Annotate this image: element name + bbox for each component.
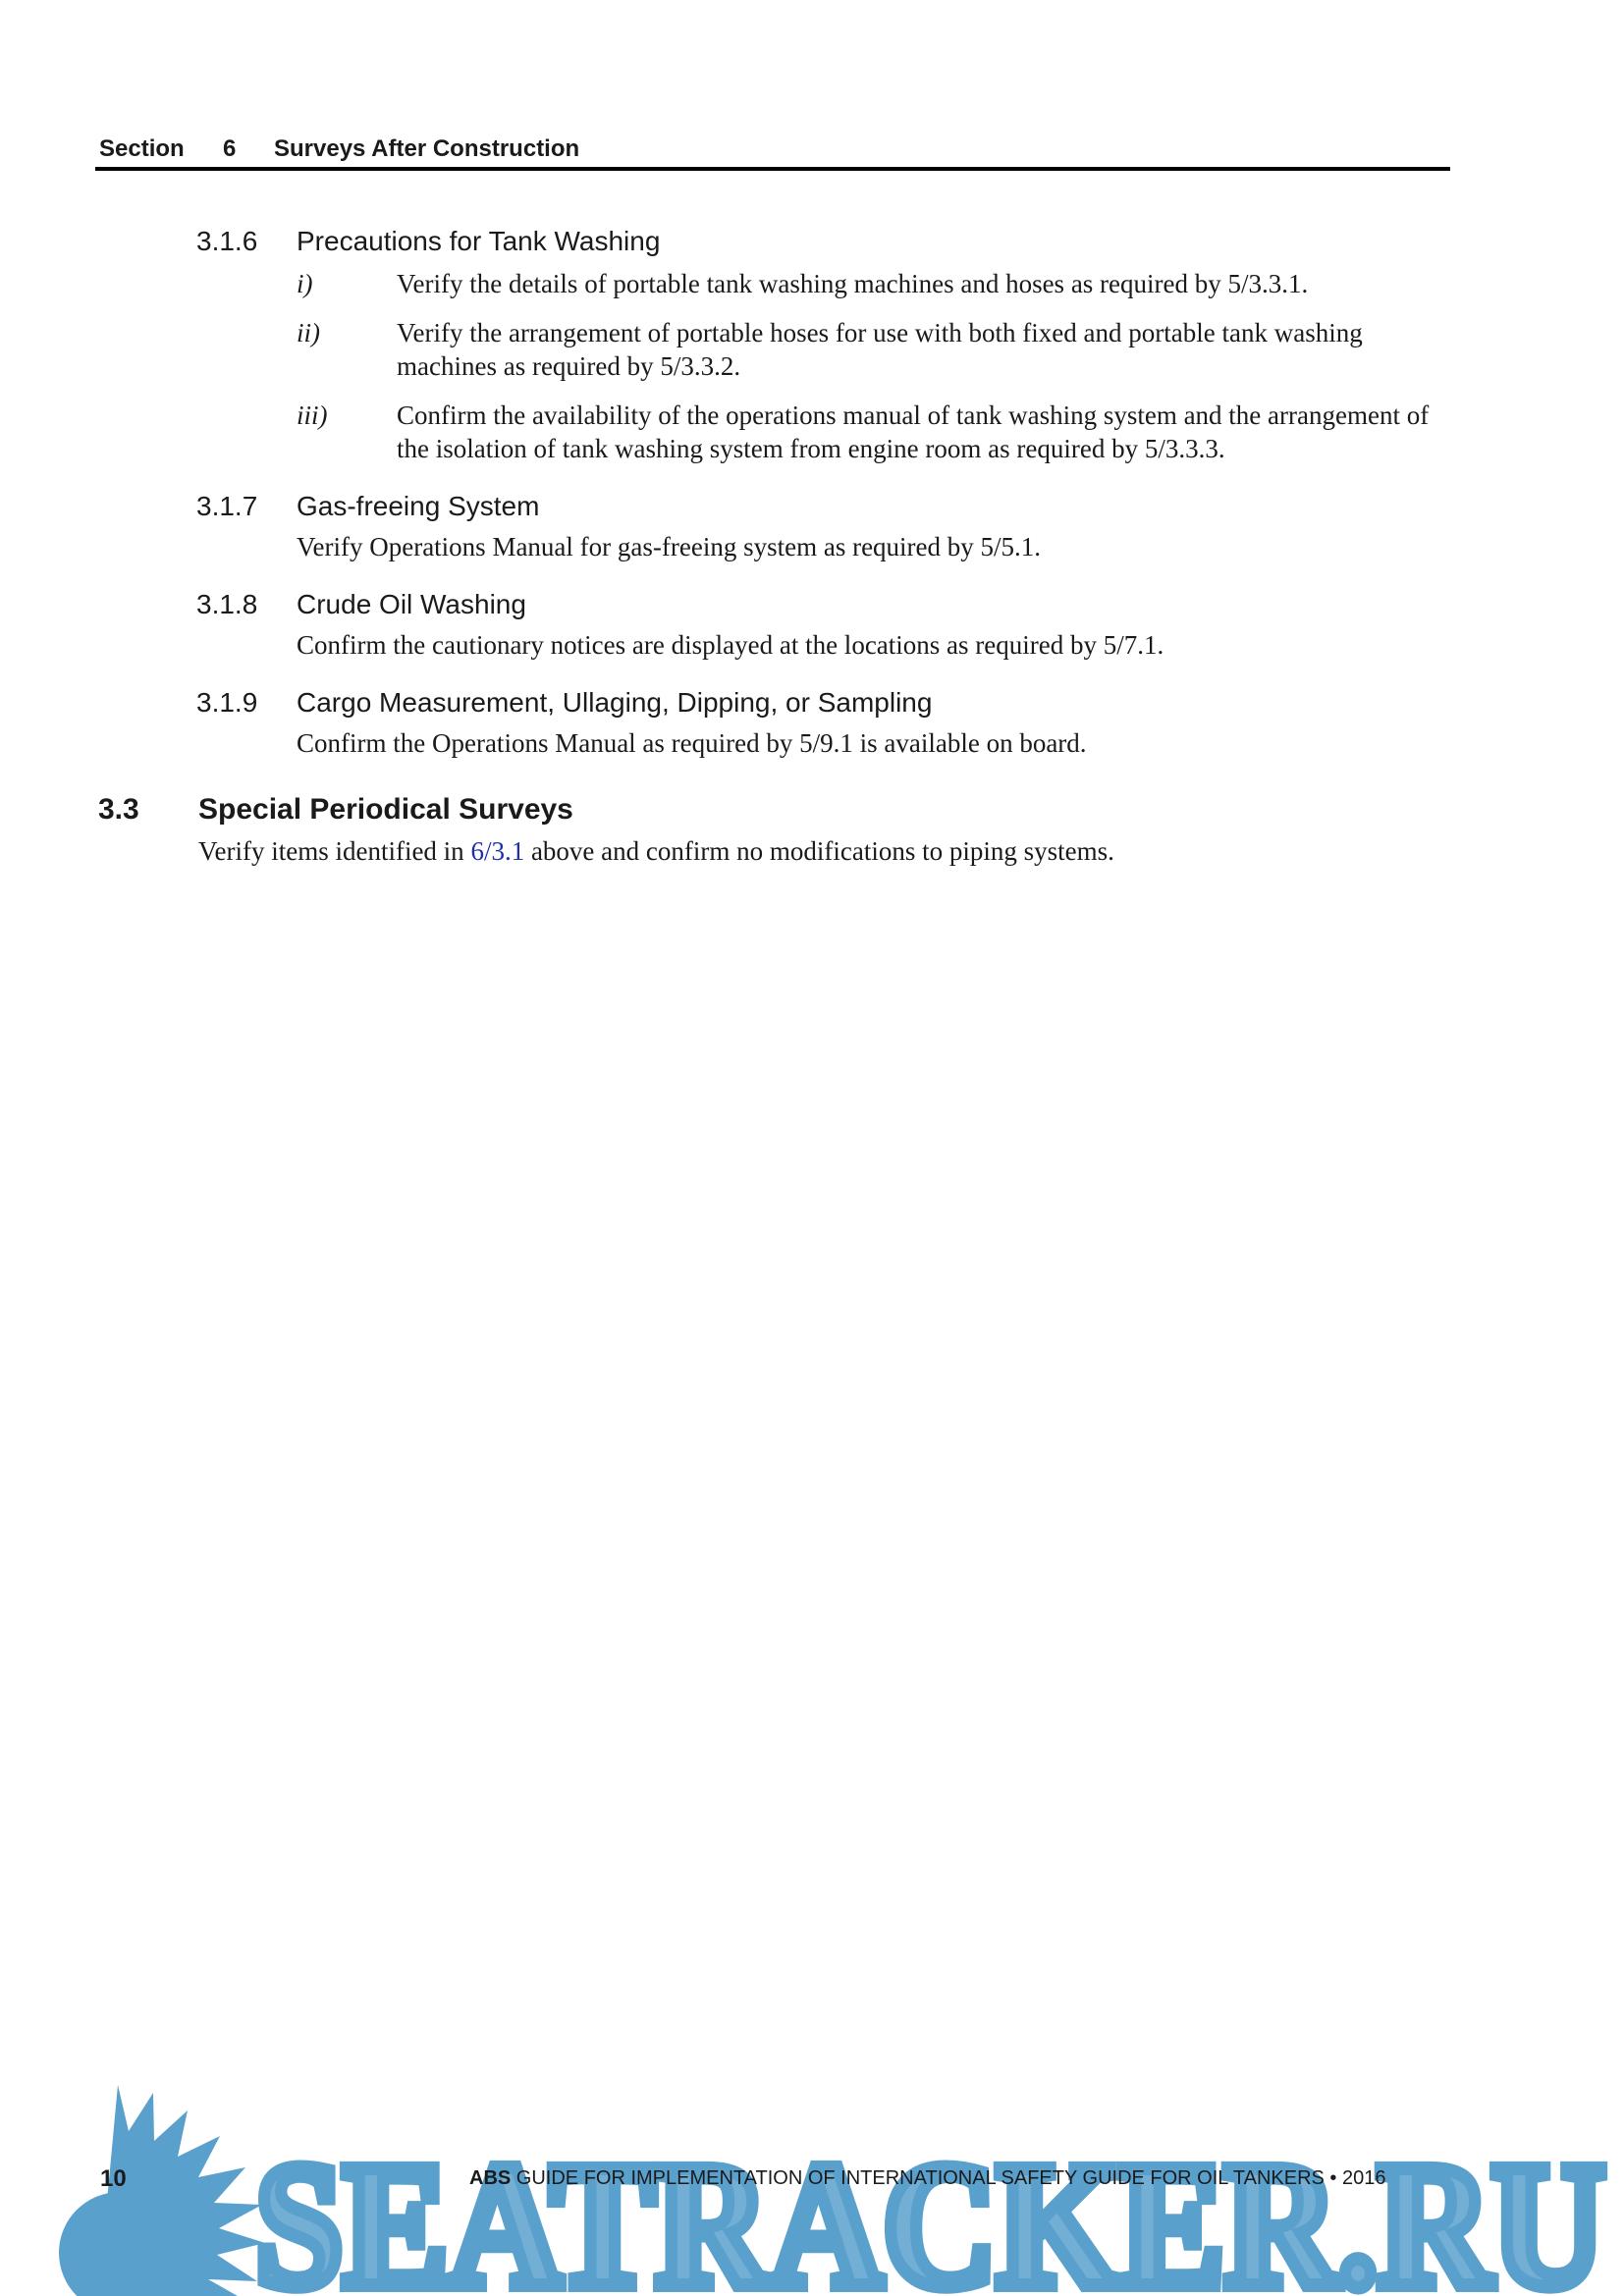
cross-reference-link[interactable]: 6/3.1 bbox=[470, 836, 525, 866]
header-section-title: Surveys After Construction bbox=[274, 135, 580, 162]
section-body bbox=[198, 836, 1114, 867]
subsection-heading bbox=[196, 491, 1453, 530]
header-section-number: 6 bbox=[223, 135, 237, 162]
list-marker: ii) bbox=[297, 318, 320, 347]
list-item bbox=[297, 267, 1453, 300]
page-header bbox=[95, 135, 1450, 171]
subsection-number: 3.1.6 bbox=[196, 226, 258, 256]
subsection-body: Verify Operations Manual for gas-freeing system as required by 5/5.1. bbox=[297, 532, 1042, 561]
list-item bbox=[297, 316, 1453, 383]
subsection-title: Crude Oil Washing bbox=[297, 589, 526, 619]
footer-guide-title: GUIDE FOR IMPLEMENTATION OF INTERNATIONAL SAFETY GUIDE FOR OIL TANKERS bbox=[515, 2167, 1325, 2189]
watermark-text-fill: SEATRACKER.RU bbox=[255, 2127, 1605, 2296]
subsection-body: Confirm the Operations Manual as required by 5/9.1 is available on board. bbox=[297, 728, 1087, 758]
subsection-heading bbox=[196, 589, 1453, 628]
list-item-text: Verify the details of portable tank washing machines and hoses as required by 5/3.3.1. bbox=[397, 269, 1309, 298]
footer-separator: • bbox=[1329, 2167, 1337, 2189]
footer-title-line bbox=[469, 2167, 1386, 2190]
list-marker: i) bbox=[297, 269, 313, 298]
subsection-number: 3.1.7 bbox=[196, 491, 258, 521]
watermark-text: SEATRACKER.RU bbox=[255, 2127, 1605, 2296]
section-title: Special Periodical Surveys bbox=[198, 793, 573, 826]
subsection-heading bbox=[196, 687, 1453, 726]
footer-year: 2016 bbox=[1342, 2167, 1386, 2189]
header-section-label: Section bbox=[99, 135, 185, 162]
subsection-body: Confirm the cautionary notices are displayed at the locations as required by 5/7.1. bbox=[297, 630, 1164, 660]
subsection-3-1-6 bbox=[196, 226, 1453, 465]
subsection-heading bbox=[196, 226, 1453, 265]
section-body-text: above and confirm no modifications to piping systems. bbox=[524, 836, 1114, 866]
subsection-title: Precautions for Tank Washing bbox=[297, 226, 661, 256]
subsection-title: Cargo Measurement, Ullaging, Dipping, or Sampling bbox=[297, 687, 933, 718]
list-item bbox=[297, 399, 1453, 465]
list-item-text: Confirm the availability of the operations manual of tank washing system and the arrangement of the isolation of tank washing system from engine room as required by 5/3.3.3. bbox=[397, 400, 1430, 463]
subsection-number: 3.1.8 bbox=[196, 589, 258, 619]
footer-brand: ABS bbox=[469, 2167, 512, 2189]
subsection-3-1-8 bbox=[196, 589, 1453, 662]
subsection-title: Gas-freeing System bbox=[297, 491, 540, 521]
section-number: 3.3 bbox=[98, 793, 139, 826]
subsection-3-1-9 bbox=[196, 687, 1453, 760]
page-number: 10 bbox=[100, 2165, 127, 2192]
list-item-text: Verify the arrangement of portable hoses for use with both fixed and portable tank washing machines as required by 5/3.3.2. bbox=[397, 318, 1363, 381]
subsection-number: 3.1.9 bbox=[196, 687, 258, 718]
section-body-text: Verify items identified in bbox=[198, 836, 471, 866]
list-marker: iii) bbox=[297, 400, 328, 430]
subsection-3-1-7 bbox=[196, 491, 1453, 563]
